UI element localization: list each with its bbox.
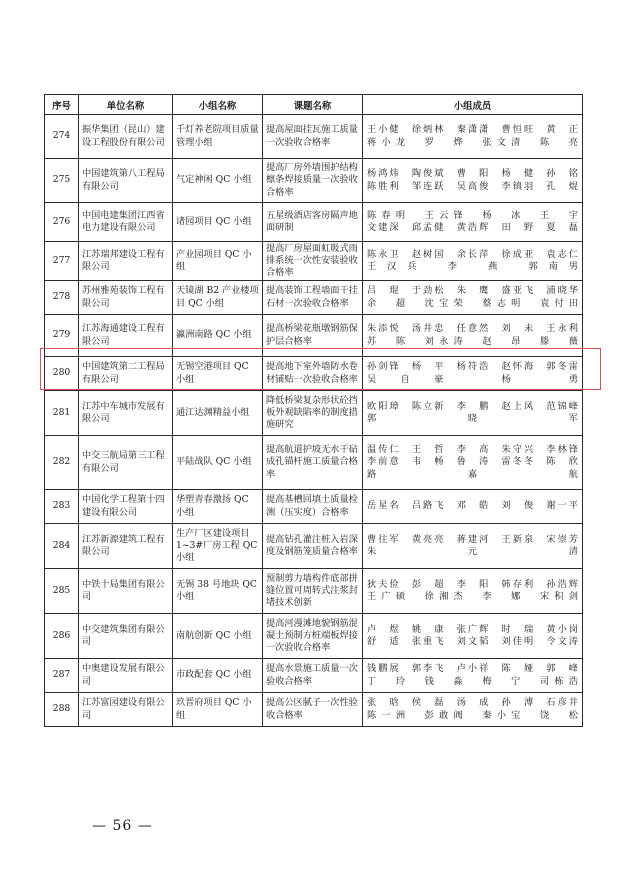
cell-group: 南航创新 QC 小组 [173,614,263,659]
table-row [45,490,583,524]
member-line: 陈胜利 邹连跃 吴高俊 李镇羽 孔 焜 [367,180,578,192]
table-row [45,524,583,569]
cell-unit: 中奥建设发展有限公司 [79,659,173,693]
cell-members [363,524,583,569]
cell-topic: 提高装饰工程墙面干挂石材一次验收合格率 [263,281,363,315]
header-group: 小组名称 [173,95,263,115]
cell-seq: 276 [45,203,79,242]
member-line: 岳星名 吕路飞 邓 皓 刘 俊 谢一平 [367,500,578,512]
table-row [45,203,583,242]
member-line: 路嘉航 [367,468,578,480]
member-line: 余 超 沈宝荣 蔡志明 袁付田 [367,297,578,309]
cell-unit: 江苏瑞邦建设工程有限公司 [79,242,173,281]
member-line: 王广硕 徐湘杰 李 娜 宋积剑 [367,591,578,602]
cell-unit: 中交建筑集团有限公司 [79,614,173,659]
table-row [45,614,583,659]
qc-group-table [44,94,583,727]
member-line: 舒 适 张重飞 刘文韬 刘佳明 令文涛 [367,636,578,647]
cell-group: 诸园项目 QC 小组 [173,203,263,242]
cell-unit: 中国建筑第二工程局有限公司 [79,357,173,391]
table-row [45,391,583,436]
cell-members [363,159,583,203]
member-line: 陈永卫 赵树国 余长萍 徐成亚 袁志仁 [367,248,578,260]
member-line: 温传仁 王 哲 李 高 朱守兴 李林锋 [367,444,578,456]
table-row [45,315,583,357]
cell-group: 千灯养老院项目质量管理小组 [173,115,263,159]
cell-group: 气定神闲 QC 小组 [173,159,263,203]
cell-group: 天镜湖 B2 产业楼项目 QC 小组 [173,281,263,315]
member-line: 张 晗 侯 磊 汤 成 孙 溥 石彦井 [367,697,578,709]
member-line: 陈春明 王云锋 杨 冰 王 宇 [367,209,578,221]
member-line: 欧阳璋 陈立新 李 鹏 赵上风 范锦峰 [367,400,578,412]
cell-group: 生产厂区建设项目 1~3#厂房工程 QC 小组 [173,524,263,569]
cell-members [363,357,583,391]
cell-members [363,203,583,242]
cell-topic: 预制剪力墙构件底部拼缝位置可周转式注浆封堵技术创新 [263,569,363,614]
member-line: 朱添悦 汤井忠 任意然 刘 未 王永利 [367,323,578,335]
cell-topic: 提高水景施工质量一次验收合格率 [263,659,363,693]
cell-seq: 286 [45,614,79,659]
cell-seq: 275 [45,159,79,203]
member-line: 李前意 韦 畅 鲁 涛 雷冬冬 陈 欣 [367,456,578,468]
cell-topic: 提高地下室外墙防水卷材铺贴一次验收合格率 [263,357,363,391]
cell-group: 玖晋府项目 QC 小组 [173,693,263,727]
cell-unit: 中国建筑第八工程局有限公司 [79,159,173,203]
table-row [45,693,583,727]
cell-group: 产业园项目 QC 小组 [173,242,263,281]
cell-unit: 中国电建集团江西省电力建设有限公司 [79,203,173,242]
table-row [45,242,583,281]
cell-unit: 江苏海通建设工程有限公司 [79,315,173,357]
cell-members [363,659,583,693]
cell-seq: 281 [45,391,79,436]
cell-unit: 苏州雅苑装饰工程有限公司 [79,281,173,315]
member-line: 郭晓军 [367,413,578,424]
cell-unit: 江苏中车城市发展有限公司 [79,391,173,436]
cell-seq: 279 [45,315,79,357]
page-number: — 56 — [92,818,153,834]
cell-topic: 提高厂房外墙围护结构檩条焊接质量一次验收合格率 [263,159,363,203]
cell-members [363,281,583,315]
table-row [45,357,583,391]
table-body [45,115,583,727]
cell-seq: 285 [45,569,79,614]
cell-members [363,391,583,436]
table-row [45,659,583,693]
member-line: 王小健 徐炳林 秦潇潇 曹恒旺 黄 正 [367,124,578,136]
cell-unit: 中国化学工程第十四建设有限公司 [79,490,173,524]
cell-unit: 中铁十局集团有限公司 [79,569,173,614]
cell-topic: 提高屋面挂瓦施工质量一次验收合格率 [263,115,363,159]
cell-seq: 274 [45,115,79,159]
cell-group: 通江达渊精益小组 [173,391,263,436]
cell-unit: 江苏新源建筑工程有限公司 [79,524,173,569]
cell-topic: 五星级酒店客房隔声地面研制 [263,203,363,242]
cell-members [363,569,583,614]
cell-seq: 287 [45,659,79,693]
cell-topic: 提高厂房屋面虹吸式雨排系统一次性安装验收合格率 [263,242,363,281]
cell-topic: 提高航道护坡无水干砧成孔锚杆施工质量合格率 [263,436,363,490]
cell-topic: 提高桥梁花瓶墩钢筋保护层合格率 [263,315,363,357]
cell-group: 瀛洲南路 QC 小组 [173,315,263,357]
member-line: 卢 煜 姚 康 张广辉 时 瑞 黄小岗 [367,623,578,635]
cell-seq: 280 [45,357,79,391]
cell-group: 无锡 38 号地块 QC 小组 [173,569,263,614]
header-unit: 单位名称 [79,95,173,115]
header-topic: 课题名称 [263,95,363,115]
member-line: 钱鹏展 郭李飞 卢小祥 陈 娅 郭 峰 [367,663,578,675]
cell-members [363,315,583,357]
cell-members [363,242,583,281]
cell-group: 无锡空港项目 QC 小组 [173,357,263,391]
table-row [45,115,583,159]
header-seq: 序号 [45,95,79,115]
cell-group: 市政配套 QC 小组 [173,659,263,693]
cell-seq: 282 [45,436,79,490]
table-row [45,436,583,490]
cell-topic: 提高河漫滩地貌钢筋混凝土预制方桩端板焊接一次验收合格率 [263,614,363,659]
member-line: 文建深 邱孟健 黄浩辉 田 野 夏 磊 [367,222,578,233]
cell-topic: 提高基槽回填土质量检测（压实度）合格率 [263,490,363,524]
cell-unit: 振华集团（昆山）建设工程股份有限公司 [79,115,173,159]
cell-group: 华塑青春激扬 QC 小组 [173,490,263,524]
member-line: 丁 玲 钱 淼 梅 宁 司栋浩 [367,675,578,687]
member-line: 蒋小龙 罗 烨 张文清 陈 亮 [367,136,578,148]
cell-unit: 江苏富园建设有限公司 [79,693,173,727]
member-line: 苏 陈 刘永涛 赵 昂 滕 薇 [367,335,578,347]
member-line: 王汉兵 李 燕 郭南男 [367,261,578,272]
member-line: 吴自豪 杨 勇 [367,373,578,385]
table-row [45,159,583,203]
cell-seq: 278 [45,281,79,315]
header-members: 小组成员 [363,95,583,115]
cell-members [363,614,583,659]
cell-topic: 降低桥梁复杂形状砼挡板外观缺陷率的制度措施研究 [263,391,363,436]
cell-members [363,490,583,524]
cell-seq: 283 [45,490,79,524]
cell-seq: 284 [45,524,79,569]
member-line: 吕 琨 于劲松 朱 鹰 盛亚飞 浦晓华 [367,285,578,297]
member-line: 孙剑锋 杨 平 杨符浩 赵怀海 郭冬雷 [367,361,578,373]
cell-seq: 288 [45,693,79,727]
cell-topic: 提高公区腻子一次性验收合格率 [263,693,363,727]
member-line: 杨鸿炜 陶俊斌 曹 阳 杨 健 孙 铭 [367,168,578,180]
member-line: 朱元清 [367,546,578,557]
cell-seq: 277 [45,242,79,281]
cell-members [363,693,583,727]
cell-topic: 提高钻孔灌注桩入岩深度及钢筋笼质量合格率 [263,524,363,569]
member-line: 陈一洲 彭敢阀 秦小宝 饶 松 [367,709,578,721]
cell-group: 平陆战队 QC 小组 [173,436,263,490]
member-line: 曹往军 黄亮亮 蒋建河 王新泉 宋崇芳 [367,533,578,545]
table-header-row [45,95,583,115]
cell-unit: 中交三航局第三工程有限公司 [79,436,173,490]
table-row [45,569,583,614]
cell-members [363,436,583,490]
cell-members [363,115,583,159]
table-row [45,281,583,315]
member-line: 狄夫俭 彭 超 李 阳 韩存利 孙浩辉 [367,578,578,590]
